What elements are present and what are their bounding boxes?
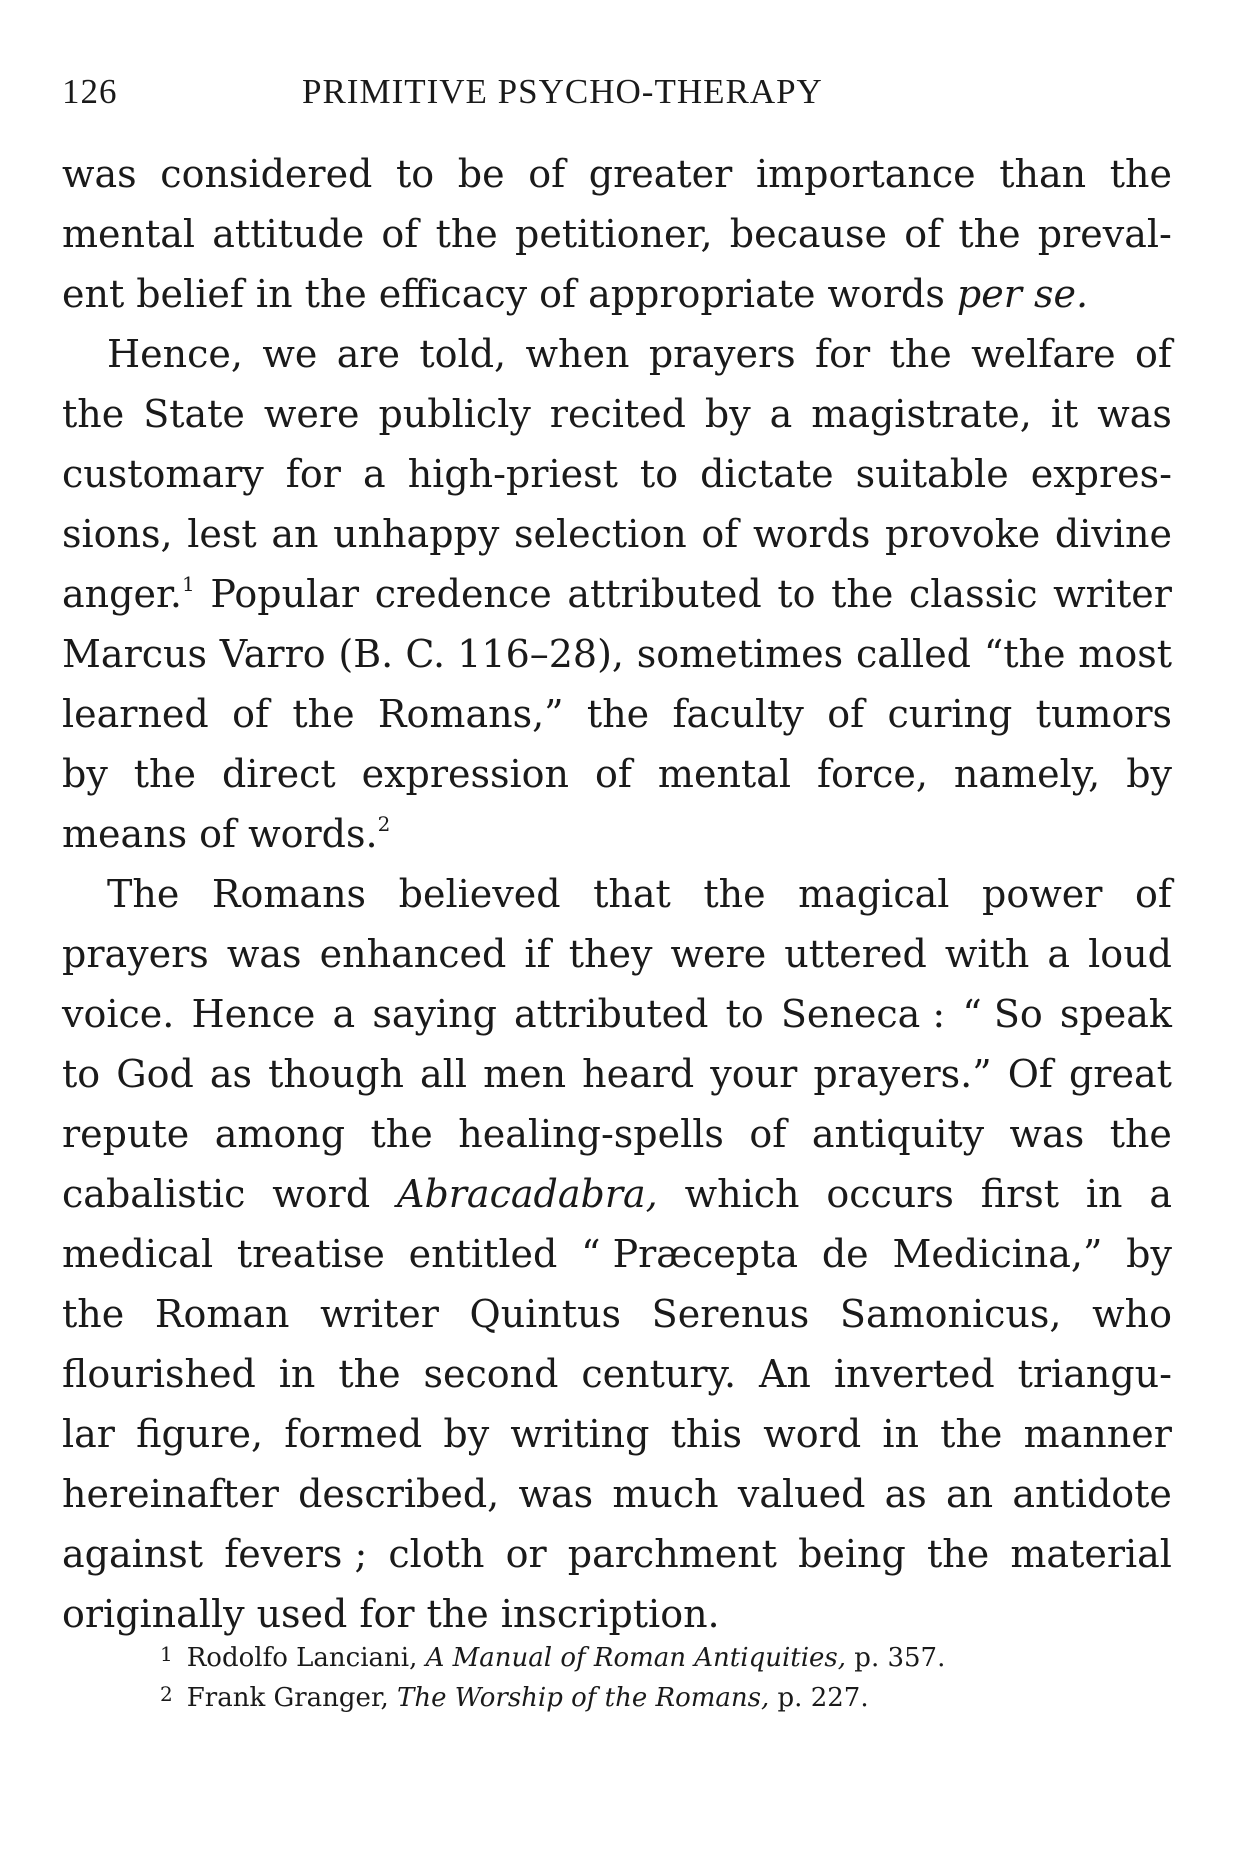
word: which <box>684 1172 800 1216</box>
word: credence <box>374 572 552 616</box>
word: curing <box>887 692 1013 736</box>
word: described, <box>298 1472 500 1516</box>
word: valued <box>737 1472 866 1516</box>
word: as <box>209 1052 252 1096</box>
word: Roman <box>154 1292 290 1336</box>
word: occurs <box>826 1172 954 1216</box>
word: words.$^2$ <box>248 812 391 856</box>
word: most <box>1078 632 1172 676</box>
word: cabalistic <box>62 1172 246 1216</box>
word: of <box>539 272 577 316</box>
word: preval- <box>1037 212 1172 256</box>
word: of <box>1134 872 1172 916</box>
word: Abracadabra, <box>397 1172 658 1216</box>
word: first <box>980 1172 1060 1216</box>
word: saying <box>372 992 497 1036</box>
word: of <box>701 512 739 556</box>
word: voice. <box>62 992 175 1036</box>
word: antidote <box>1012 1472 1172 1516</box>
word: Romans,” <box>377 692 564 736</box>
word: was <box>1097 392 1172 436</box>
word: called <box>855 632 972 676</box>
text-line <box>62 264 1172 324</box>
word: State <box>143 392 245 436</box>
word: mental <box>62 212 196 256</box>
page-number: 126 <box>62 72 118 111</box>
text-line <box>62 1104 1172 1164</box>
word: of <box>827 692 865 736</box>
footnote-ref-marker: 1 <box>182 572 195 596</box>
word: attributed <box>567 572 762 616</box>
text-line <box>62 1224 1172 1284</box>
word: direct <box>221 752 336 796</box>
word: the <box>426 1592 489 1636</box>
word: who <box>1092 1292 1172 1336</box>
word: expres- <box>1030 452 1172 496</box>
word: efficacy <box>378 272 528 316</box>
word: classic <box>908 572 1038 616</box>
word: learned <box>62 692 209 736</box>
word: parchment <box>567 1532 777 1576</box>
word: we <box>262 332 318 376</box>
text-line <box>62 564 1172 624</box>
word: mental <box>657 752 791 796</box>
word: for <box>815 332 871 376</box>
word: prayers <box>62 932 209 976</box>
word: sions, <box>62 512 173 556</box>
word: of <box>528 152 566 196</box>
word: words <box>827 272 945 316</box>
word: lar <box>62 1412 115 1456</box>
word: against <box>62 1532 204 1576</box>
word: prayers <box>648 332 796 376</box>
word: treatise <box>236 1232 385 1276</box>
word: uttered <box>784 932 927 976</box>
word: though <box>268 1052 404 1096</box>
text-line <box>62 504 1172 564</box>
text-line <box>62 444 1172 504</box>
word: writer <box>1053 572 1172 616</box>
word: all <box>420 1052 467 1096</box>
word: or <box>505 1532 547 1576</box>
word: to <box>725 992 764 1036</box>
word: a <box>1149 1172 1172 1216</box>
word: entitled <box>408 1232 558 1276</box>
word: suitable <box>855 452 1009 496</box>
word: for <box>359 1592 415 1636</box>
text-line <box>62 1344 1172 1404</box>
word: appropriate <box>588 272 816 316</box>
word: “ Præcepta <box>581 1232 799 1276</box>
word: formed <box>284 1412 423 1456</box>
footnote-ref: p. 357. <box>854 1643 946 1673</box>
word: loud <box>1088 932 1172 976</box>
word: The <box>107 872 180 916</box>
word: healing-spells <box>458 1112 724 1156</box>
word: lest <box>187 512 257 556</box>
word: the <box>304 272 367 316</box>
word: medical <box>62 1232 214 1276</box>
word: recited <box>549 392 686 436</box>
word: when <box>525 332 630 376</box>
word: told, <box>419 332 507 376</box>
word: unhappy <box>333 512 500 556</box>
word: the <box>586 692 650 736</box>
footnote-work: A Manual of Roman Antiquities, <box>425 1643 847 1673</box>
word: was <box>226 932 302 976</box>
word: prayers.” <box>813 1052 992 1096</box>
running-title: PRIMITIVE PSYCHO-THERAPY <box>302 72 823 111</box>
word: in <box>882 1412 919 1456</box>
word: a <box>769 392 793 436</box>
word: Popular <box>210 572 360 616</box>
word: Samonicus, <box>839 1292 1062 1336</box>
word: the <box>133 752 196 796</box>
text-line <box>62 1404 1172 1464</box>
text-line <box>62 144 1172 204</box>
word: much <box>612 1472 719 1516</box>
word: figure, <box>136 1412 264 1456</box>
word: force, <box>816 752 928 796</box>
text-line <box>62 1524 1172 1584</box>
word: provoke <box>885 512 1041 556</box>
word: to <box>777 572 816 616</box>
word: with <box>944 932 1030 976</box>
word: flourished <box>62 1352 256 1396</box>
word: a <box>1047 932 1071 976</box>
footnote-work: The Worship of the Romans, <box>397 1683 770 1713</box>
word: Medicina,” <box>892 1232 1103 1276</box>
word: of <box>595 752 632 796</box>
word: to <box>396 152 435 196</box>
word: in <box>1085 1172 1123 1216</box>
word: Varro <box>219 632 326 676</box>
footnotes <box>160 1638 1120 1718</box>
word: were <box>670 932 767 976</box>
word: the <box>370 1112 433 1156</box>
word: “ So <box>962 992 1043 1036</box>
word: was <box>518 1472 594 1516</box>
word: men <box>483 1052 567 1096</box>
word: namely, <box>953 752 1101 796</box>
word: of <box>904 212 942 256</box>
word: repute <box>62 1112 190 1156</box>
word: word <box>763 1412 862 1456</box>
text-line <box>62 924 1172 984</box>
word: an <box>946 1472 994 1516</box>
footnote-author: Frank Granger, <box>186 1683 389 1713</box>
word: writing <box>510 1412 650 1456</box>
word: publicly <box>378 392 531 436</box>
text-line <box>62 684 1172 744</box>
word: the <box>292 692 355 736</box>
word: Seneca : <box>780 992 946 1036</box>
word: of <box>749 1112 787 1156</box>
footnote-author: Rodolfo Lanciani, <box>186 1643 418 1673</box>
word: than <box>999 152 1087 196</box>
word: writer <box>320 1292 439 1336</box>
word: second <box>423 1352 559 1396</box>
body-text <box>62 144 1172 1644</box>
text-line <box>62 864 1172 924</box>
word: An <box>758 1352 811 1396</box>
word: being <box>798 1532 906 1576</box>
word: belief <box>136 272 244 316</box>
word: of <box>1135 332 1172 376</box>
word: hereinafter <box>62 1472 279 1516</box>
word: believed <box>398 872 561 916</box>
word: by <box>1126 752 1172 796</box>
word: Quintus <box>469 1292 622 1336</box>
word: inverted <box>833 1352 995 1396</box>
word: the <box>338 1352 401 1396</box>
word: (B. C. 116–28), <box>338 632 624 676</box>
word: they <box>568 932 653 976</box>
word: tumors <box>1035 692 1172 736</box>
word: divine <box>1054 512 1172 556</box>
footnote-2 <box>160 1678 1120 1718</box>
word: the <box>1109 152 1172 196</box>
footnote-marker: 1 <box>160 1642 173 1666</box>
word: cloth <box>388 1532 485 1576</box>
footnote-marker: 2 <box>160 1682 173 1706</box>
word: welfare <box>971 332 1116 376</box>
word: God <box>116 1052 194 1096</box>
word: Hence, <box>107 332 243 376</box>
word: enhanced <box>319 932 507 976</box>
word: that <box>593 872 671 916</box>
word: Serenus <box>651 1292 810 1336</box>
word: be <box>457 152 505 196</box>
word: originally <box>62 1592 245 1636</box>
word: word <box>272 1172 371 1216</box>
word: considered <box>160 152 373 196</box>
word: by <box>62 752 108 796</box>
word: de <box>821 1232 869 1276</box>
word: century. <box>581 1352 737 1396</box>
word: “the <box>983 632 1066 676</box>
word: high-priest <box>407 452 618 496</box>
text-line <box>62 1164 1172 1224</box>
word: to <box>639 452 679 496</box>
word: means <box>62 812 188 856</box>
text-line <box>62 744 1172 804</box>
word: it <box>1050 392 1079 436</box>
word: the <box>831 572 894 616</box>
word: the <box>435 212 498 256</box>
word: the <box>958 212 1021 256</box>
word: attributed <box>514 992 709 1036</box>
word: because <box>729 212 887 256</box>
word: used <box>256 1592 348 1636</box>
text-line <box>62 984 1172 1044</box>
text-line <box>62 804 1172 864</box>
word: Hence <box>191 992 316 1036</box>
word: magical <box>798 872 950 916</box>
text-line <box>62 1464 1172 1524</box>
word: words <box>752 512 871 556</box>
text-line <box>62 1044 1172 1104</box>
word: were <box>263 392 360 436</box>
word: the <box>62 392 125 436</box>
word: dictate <box>700 452 834 496</box>
word: the <box>1109 1112 1172 1156</box>
word: to <box>62 1052 101 1096</box>
word: by <box>1126 1232 1172 1276</box>
word: this <box>670 1412 743 1456</box>
word: the <box>889 332 952 376</box>
word: importance <box>755 152 976 196</box>
footnote-ref: p. 227. <box>777 1683 869 1713</box>
word: for <box>285 452 341 496</box>
word: customary <box>62 452 264 496</box>
word: attitude <box>212 212 365 256</box>
word: per se. <box>956 272 1089 316</box>
word: speak <box>1059 992 1172 1036</box>
text-line <box>62 624 1172 684</box>
word: if <box>524 932 551 976</box>
text-line <box>62 324 1172 384</box>
word: in <box>278 1352 316 1396</box>
word: the <box>62 1292 125 1336</box>
word: material <box>1010 1532 1172 1576</box>
word: power <box>982 872 1103 916</box>
word: Of <box>1007 1052 1053 1096</box>
word: anger.$^1$ <box>62 572 195 616</box>
word: of <box>199 812 237 856</box>
word: inscription. <box>500 1592 720 1636</box>
word: the <box>703 872 766 916</box>
word: selection <box>513 512 687 556</box>
word: the <box>927 1532 990 1576</box>
text-line <box>62 1584 1172 1644</box>
word: among <box>214 1112 346 1156</box>
word: expression <box>361 752 570 796</box>
footnote-1 <box>160 1638 1120 1678</box>
word: manner <box>1023 1412 1172 1456</box>
word: was <box>62 152 137 196</box>
word: antiquity <box>811 1112 985 1156</box>
word: petitioner, <box>515 212 713 256</box>
word: magistrate, <box>811 392 1032 436</box>
word: the <box>940 1412 1003 1456</box>
word: was <box>1009 1112 1085 1156</box>
word: faculty <box>672 692 804 736</box>
word: sometimes <box>636 632 844 676</box>
word: by <box>443 1412 490 1456</box>
text-line <box>62 204 1172 264</box>
word: are <box>336 332 401 376</box>
word: in <box>255 272 293 316</box>
word: Romans <box>211 872 367 916</box>
word: your <box>710 1052 798 1096</box>
word: by <box>704 392 751 436</box>
word: as <box>884 1472 927 1516</box>
word: a <box>332 992 356 1036</box>
footnote-ref-marker: 2 <box>377 812 391 836</box>
word: of <box>381 212 419 256</box>
word: triangu- <box>1017 1352 1172 1396</box>
word: greater <box>588 152 733 196</box>
text-line <box>62 1284 1172 1344</box>
word: of <box>232 692 270 736</box>
word: an <box>271 512 319 556</box>
word: fevers ; <box>224 1532 368 1576</box>
word: a <box>362 452 386 496</box>
text-line <box>62 384 1172 444</box>
word: ent <box>62 272 125 316</box>
word: heard <box>582 1052 695 1096</box>
word: Marcus <box>62 632 207 676</box>
word: great <box>1068 1052 1172 1096</box>
